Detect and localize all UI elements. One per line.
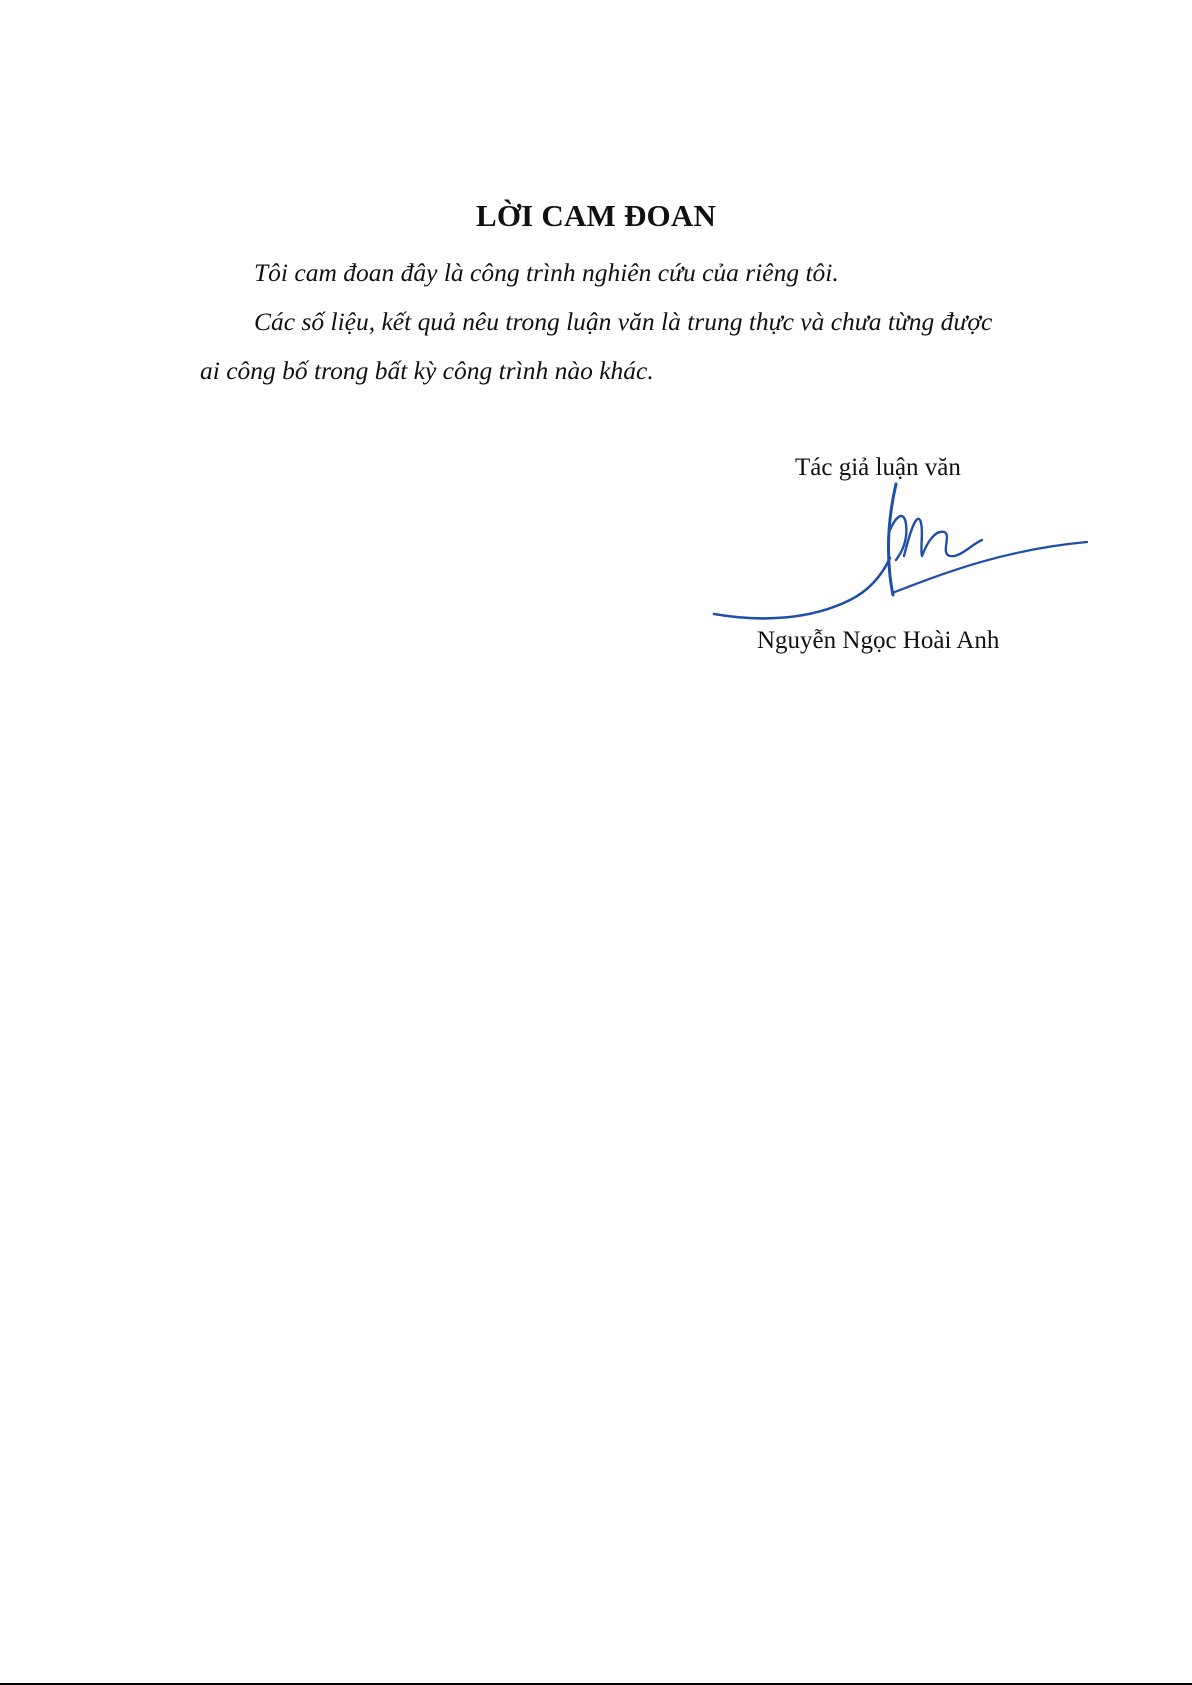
declaration-line-1: Tôi cam đoan đây là công trình nghiên cứu của riêng tôi. (254, 258, 839, 287)
author-label: Tác giả luận văn (795, 454, 961, 481)
signature-stroke-hump (904, 519, 982, 556)
handwritten-signature (700, 480, 1090, 630)
author-name: Nguyễn Ngọc Hoài Anh (757, 627, 1000, 654)
declaration-line-3: ai công bố trong bất kỳ công trình nào khác. (200, 356, 654, 385)
signature-stroke-base (714, 558, 890, 618)
signature-stroke-main (888, 484, 896, 595)
declaration-line-2: Các số liệu, kết quả nêu trong luận văn là trung thực và chưa từng được (254, 307, 993, 336)
page-title: LỜI CAM ĐOAN (475, 198, 717, 233)
